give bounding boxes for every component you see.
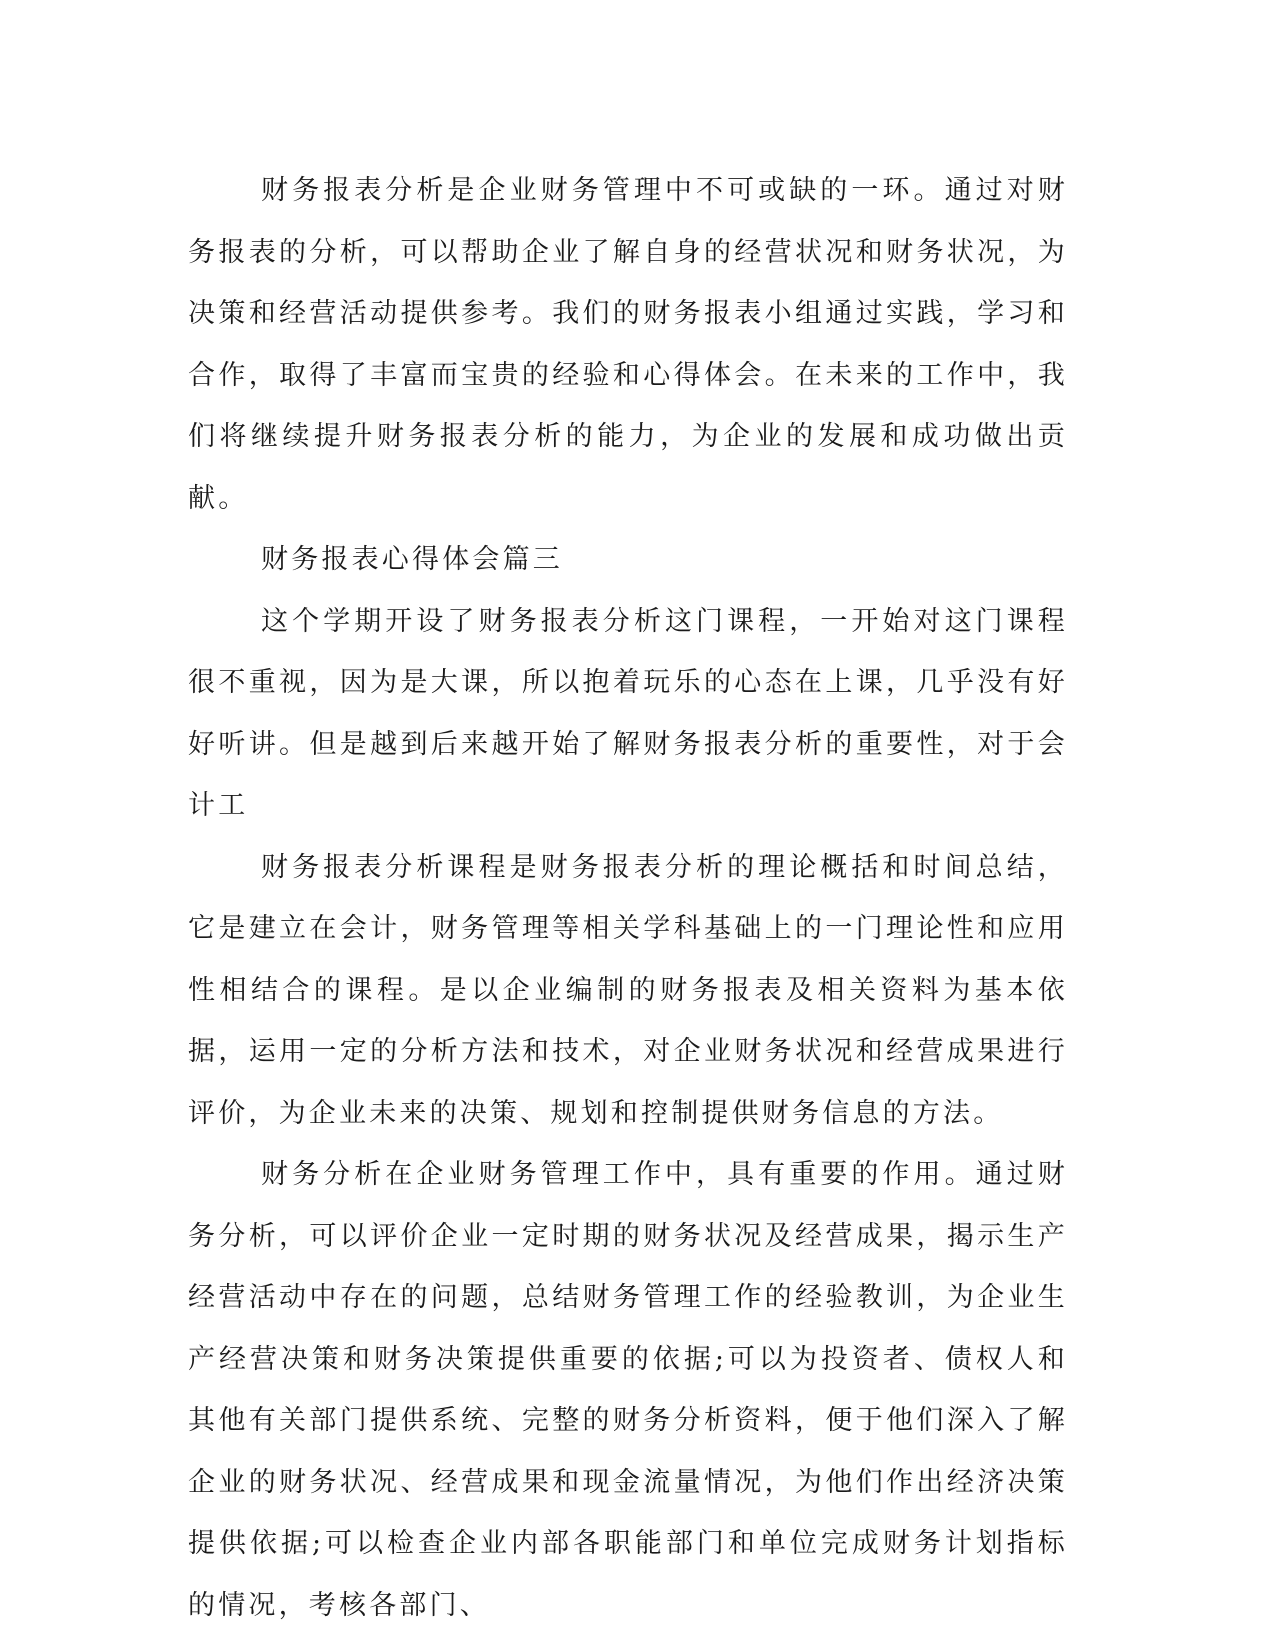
paragraph-course-intro: 这个学期开设了财务报表分析这门课程，一开始对这门课程很不重视，因为是大课，所以抱着玩乐的心态在上课，几乎没有好好听讲。但是越到后来越开始了解财务报表分析的重要性，对于会计工 [188,605,1068,821]
document-body [188,160,1068,1636]
paragraph-analysis-role: 财务分析在企业财务管理工作中，具有重要的作用。通过财务分析，可以评价企业一定时期的财务状况及经营成果，揭示生产经营活动中存在的问题，总结财务管理工作的经验教训，为企业生产经营决策和财务决策提供重要的依据;可以为投资者、债权人和其他有关部门提供系统、完整的财务分析资料，便于他们深入了解企业的财务状况、经营成果和现金流量情况，为他们作出经济决策提供依据;可以检查企业内部各职能部门和单位完成财务计划指标的情况，考核各部门、 [188,1159,1068,1621]
paragraph-course-definition: 财务报表分析课程是财务报表分析的理论概括和时间总结，它是建立在会计，财务管理等相关学科基础上的一门理论性和应用性相结合的课程。是以企业编制的财务报表及相关资料为基本依据，运用一定的分析方法和技术，对企业财务状况和经营成果进行评价，为企业未来的决策、规划和控制提供财务信息的方法。 [188,851,1068,1129]
section-heading: 财务报表心得体会篇三 [261,544,563,575]
paragraph-summary: 财务报表分析是企业财务管理中不可或缺的一环。通过对财务报表的分析，可以帮助企业了解自身的经营状况和财务状况，为决策和经营活动提供参考。我们的财务报表小组通过实践，学习和合作，取得了丰富而宝贵的经验和心得体会。在未来的工作中，我们将继续提升财务报表分析的能力，为企业的发展和成功做出贡献。 [188,175,1068,514]
